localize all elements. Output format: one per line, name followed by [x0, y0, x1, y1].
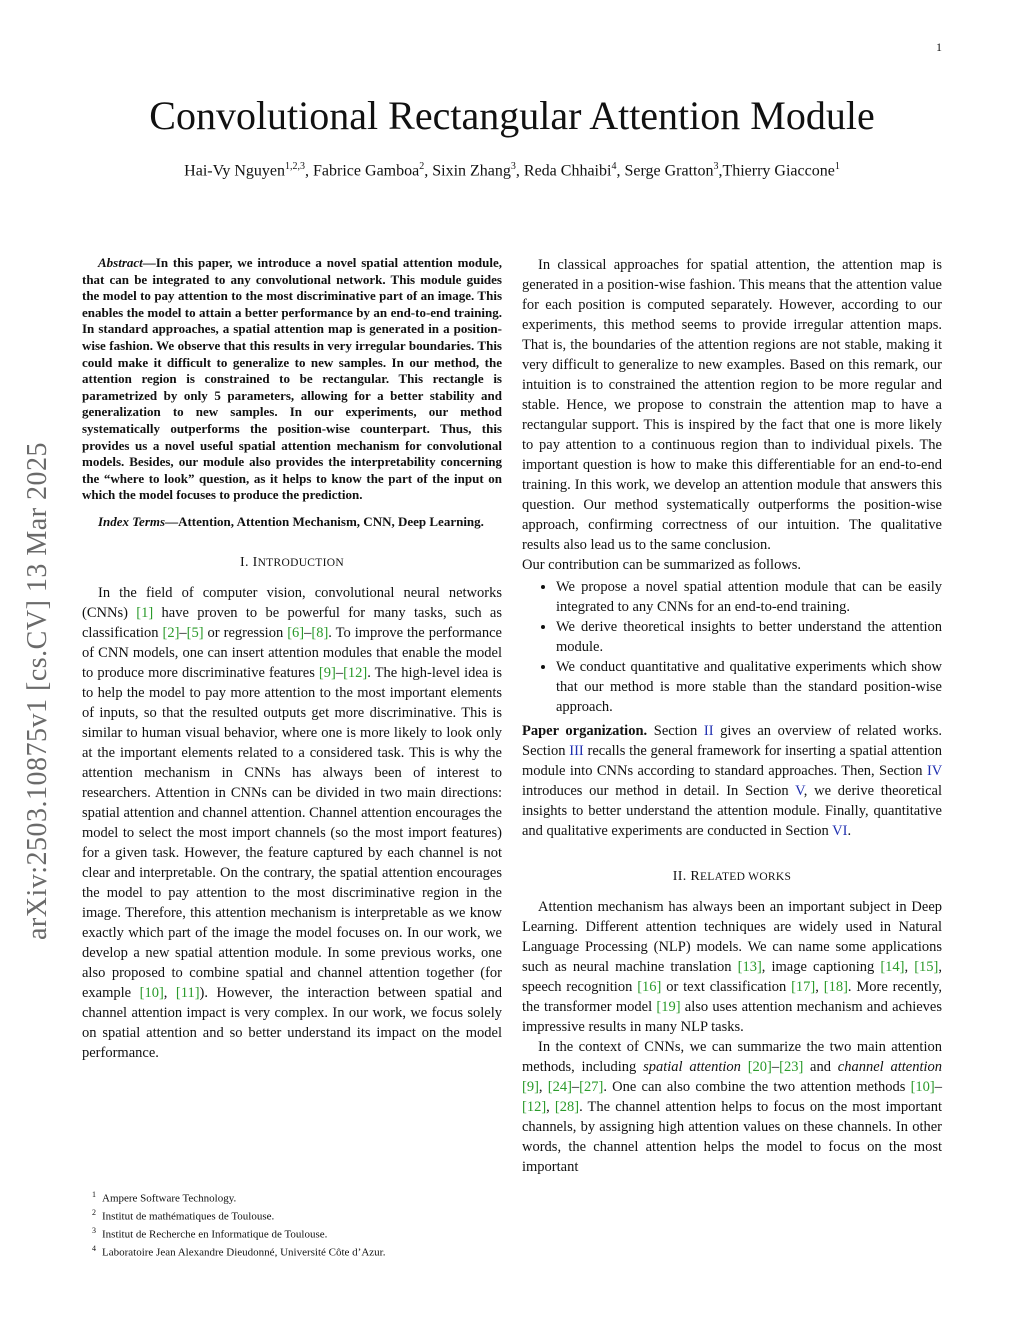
citation-link[interactable]: [2] [162, 624, 180, 641]
citation-link[interactable]: [14] [880, 959, 905, 975]
left-column [82, 255, 502, 1063]
arxiv-identifier[interactable]: arXiv:2503.10875v1 [cs.CV] 13 Mar 2025 [22, 441, 53, 940]
citation-link[interactable]: [6] [287, 624, 305, 641]
author: Sixin Zhang [432, 162, 511, 180]
citation-link[interactable]: [23] [779, 1059, 804, 1075]
paragraph: Our contribution can be summarized as follows. [522, 557, 802, 573]
citation-link[interactable]: [15] [914, 959, 939, 975]
paper-organization-paragraph: Paper organization. Section II gives an overview of related works. Section III recalls the general framework for inserting a spatial attention module into CNNs according to standard approaches. Then, Section IV introduces our method in detail. In Section V, we derive theoretical insights to better understand the attention module. Finally, quantitative and qualitative experiments are conducted in Section VI. [522, 723, 943, 839]
author: Thierry Giaccone [722, 162, 835, 180]
author: Reda Chhaibi [523, 162, 612, 180]
abstract: Abstract—In this paper, we introduce a novel spatial attention module, that can be integrated to any convolutional network. This module guides the model to pay attention to the most discriminative part of an image. This enables the model to attain a better performance by an end-to-end training. In standard approaches, a spatial attention map is generated in a position-wise fashion. We observe that this results in very irregular boundaries. This could make it difficult to generalize to new samples. In our method, the attention region is constrained to be rectangular. This rectangle is parametrized by only 5 parameters, allowing for a better stability and generalization to new samples. In our experiments, our method systematically outperforms the position-wise counterpart. Thus, this provides us a novel useful spatial attention mechanism for convolutional models. Besides, our module also provides the interpretability concerning the “where to look” question, as it helps to know the part of the input on which the model focuses to produce the prediction. [82, 255, 502, 503]
section-link[interactable]: VI [832, 823, 848, 839]
section-link[interactable]: IV [926, 763, 942, 779]
citation-link[interactable]: [28] [554, 1099, 580, 1115]
footnote: $^4$ Laboratoire Jean Alexandre Dieudonné, Université Côte d’Azur. [92, 1243, 386, 1259]
footnotes [92, 1188, 385, 1260]
section-link[interactable]: V [795, 783, 804, 799]
citation-link[interactable]: [10] [139, 984, 164, 1001]
author: Hai-Vy Nguyen [184, 162, 286, 180]
section-heading-introduction: I. INTRODUCTION [240, 554, 344, 570]
citation-link[interactable]: [27] [579, 1079, 604, 1095]
list-item: • We propose a novel spatial attention module that can be easily integrated to any CNNs for an end-to-end training. [556, 577, 942, 617]
citation-link[interactable]: [20] [747, 1059, 772, 1075]
right-column [522, 255, 942, 1177]
section-link[interactable]: II [703, 723, 714, 739]
paper-title: Convolutional Rectangular Attention Module [149, 93, 875, 138]
footnote: $^3$ Institut de Recherche en Informatique de Toulouse. [92, 1225, 328, 1241]
citation-link[interactable]: [10] [910, 1079, 935, 1095]
footnote: $^1$ Ampere Software Technology. [92, 1190, 237, 1205]
introduction-paragraph: In the field of computer vision, convolutional neural networks (CNNs) [1] have proven to be powerful for many tasks, such as classification [2]–[5] or regression [6]–[8]. To improve the performance of CNN models, one can insert attention modules that enable the model to produce more discriminative features [9]–[12]. The high-level idea is to help the model to pay more attention to the most important elements of inputs, so that the resulted outputs get more discriminative. This is similar to human visual behavior, where one is more likely to look only at the important elements related to a considered task. This is why the attention mechanism in CNNs has always been of interest to researchers. Attention in CNNs can be divided in two main directions: spatial attention and channel attention. Channel attention encourages the model to select the most import channels (so the most import features) for a given task. However, the feature captured by each channel is not clear and interpretable. On the contrary, the spatial attention encourages the model to pay attention to the most discriminative region in the image. Therefore, this attention mechanism is interpretable as we know exactly which part of the image the model focuses on. In our work, we develop a new spatial attention module. In some previous works, one also proposed to combine spatial and channel attention together (for example [10], [11]). However, the interaction between spatial and channel attention impact is very complex. In our work, we focus solely on spatial attention and so better understand its impact on the model performance. [82, 584, 502, 1061]
citation-link[interactable]: [12] [522, 1099, 547, 1115]
citation-link[interactable]: [16] [637, 979, 662, 995]
citation-link[interactable]: [9] [522, 1079, 539, 1095]
contribution-list [522, 577, 942, 717]
citation-link[interactable]: [24] [547, 1079, 572, 1095]
page-number: 1 [936, 40, 942, 54]
section-link[interactable]: III [569, 743, 584, 759]
paragraph: In the context of CNNs, we can summarize the two main attention methods, including spatial attention [20]–[23] and channel attention [9], [24]–[27]. One can also combine the two attention methods [10]–[12], [28]. The channel attention helps to focus on the most important channels, by assigning high attention values on these channels. In other words, the channel attention helps the model to focus on the most important [522, 1039, 943, 1175]
author: Serge Gratton [624, 162, 714, 180]
footnote: $^2$ Institut de mathématiques de Toulouse. [92, 1207, 275, 1223]
citation-link[interactable]: [19] [656, 999, 681, 1015]
citation-link[interactable]: [12] [343, 664, 368, 681]
citation-link[interactable]: [13] [737, 959, 762, 975]
author-list: Hai-Vy Nguyen$^{1,2,3}$, Fabrice Gamboa$^2$, Sixin Zhang$^3$, Reda Chhaibi$^4$, Serge Gratton$^3$,Thierry Giaccone$^1$ [184, 161, 840, 180]
section-heading-related-works: II. RELATED WORKS [672, 869, 792, 884]
citation-link[interactable]: [5] [186, 624, 204, 641]
list-item: • We derive theoretical insights to better understand the attention module. [556, 617, 942, 657]
author: Fabrice Gamboa [313, 162, 420, 180]
citation-link[interactable]: [18] [823, 979, 848, 995]
citation-link[interactable]: [1] [136, 604, 154, 621]
citation-link[interactable]: [17] [791, 979, 816, 995]
citation-link[interactable]: [11] [175, 984, 200, 1001]
index-terms: Index Terms—Attention, Attention Mechanism, CNN, Deep Learning. [98, 513, 484, 529]
citation-link[interactable]: [9] [318, 664, 336, 681]
paragraph: Attention mechanism has always been an important subject in Deep Learning. Different attention techniques are widely used in Natural Language Processing (NLP) models. We can name some applications such as neural machine translation [13], image captioning [14], [15], speech recognition [16] or text classification [17], [18]. More recently, the transformer model [19] also uses attention mechanism and achieves impressive results in many NLP tasks. [522, 899, 943, 1035]
list-item: • We conduct quantitative and qualitative experiments which show that our method is more stable than the standard position-wise approach. [556, 657, 942, 717]
paragraph: In classical approaches for spatial attention, the attention map is generated in a position-wise fashion. This means that the attention value for each position is computed separately. However, according to our experiments, this method seems to provide irregular attention maps. That is, the boundaries of the attention regions are not stable, making it very difficult to generalize to new examples. Based on this remark, our intuition is to constrained the attention region to be more regular and stable. Hence, we propose to constrain the attention map to have a rectangular support. This is inspired by the fact that one is more likely to pay attention to a continuous region than to individual pixels. The important question is how to make this differentiable for an end-to-end training. In this work, we develop an attention module that answers this question. Our method systematically outperforms the position-wise approach, confirming correctness of our intuition. The qualitative results also lead us to the same conclusion. [522, 257, 942, 553]
citation-link[interactable]: [8] [311, 624, 329, 641]
